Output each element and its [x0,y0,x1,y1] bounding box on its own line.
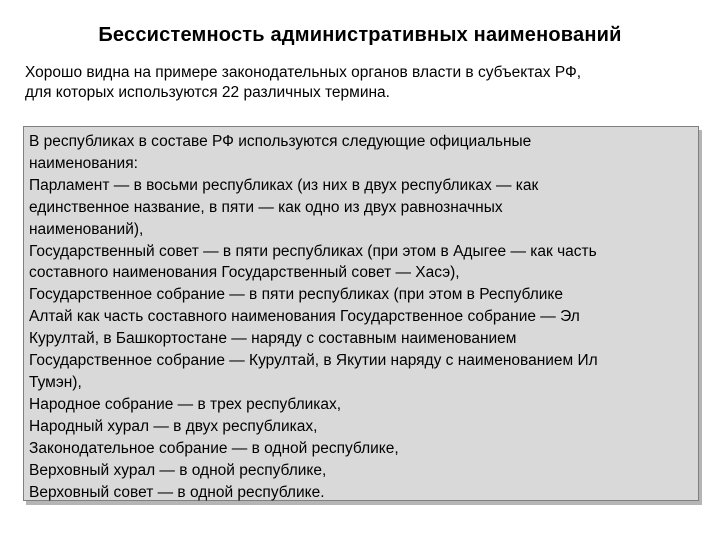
slide-title: Бессистемность административных наименований [98,24,622,46]
box-line: единственное название, в пяти — как одно из двух равнозначных [29,198,503,216]
box-line: Народное собрание — в трех республиках, [29,395,342,413]
box-line: Курултай, в Башкортостане — наряду с составным наименованием [29,330,517,348]
box-line: наименования: [29,154,138,172]
box-line: Государственный совет — в пяти республиках (при этом в Адыгее — как часть [29,242,597,260]
box-line: составного наименования Государственный совет — Хасэ), [29,264,460,282]
box-line: Народный хурал — в двух республиках, [29,417,318,435]
box-line: наименований), [29,220,144,238]
legislature-names-box [23,126,699,501]
intro-line: Хорошо видна на примере законодательных органов власти в субъектах РФ, [25,64,582,81]
box-line: В республиках в составе РФ используются следующие официальные [29,133,532,150]
box-line: Тумэн), [29,373,82,391]
box-line: Алтай как часть составного наименования Государственное собрание — Эл [29,308,580,326]
box-line: Верховный хурал — в одной республике, [29,461,327,479]
intro-line: для которых используются 22 различных термина. [25,84,390,101]
box-line: Государственное собрание — Курултай, в Якутии наряду с наименованием Ил [29,352,598,370]
box-line: Парламент — в восьми республиках (из них в двух республиках — как [29,176,539,194]
intro-paragraph [25,63,695,103]
box-line: Законодательное собрание — в одной республике, [29,439,399,457]
box-line: Верховный совет — в одной республике. [29,483,325,501]
box-line: Государственное собрание — в пяти республиках (при этом в Республике [29,286,564,304]
